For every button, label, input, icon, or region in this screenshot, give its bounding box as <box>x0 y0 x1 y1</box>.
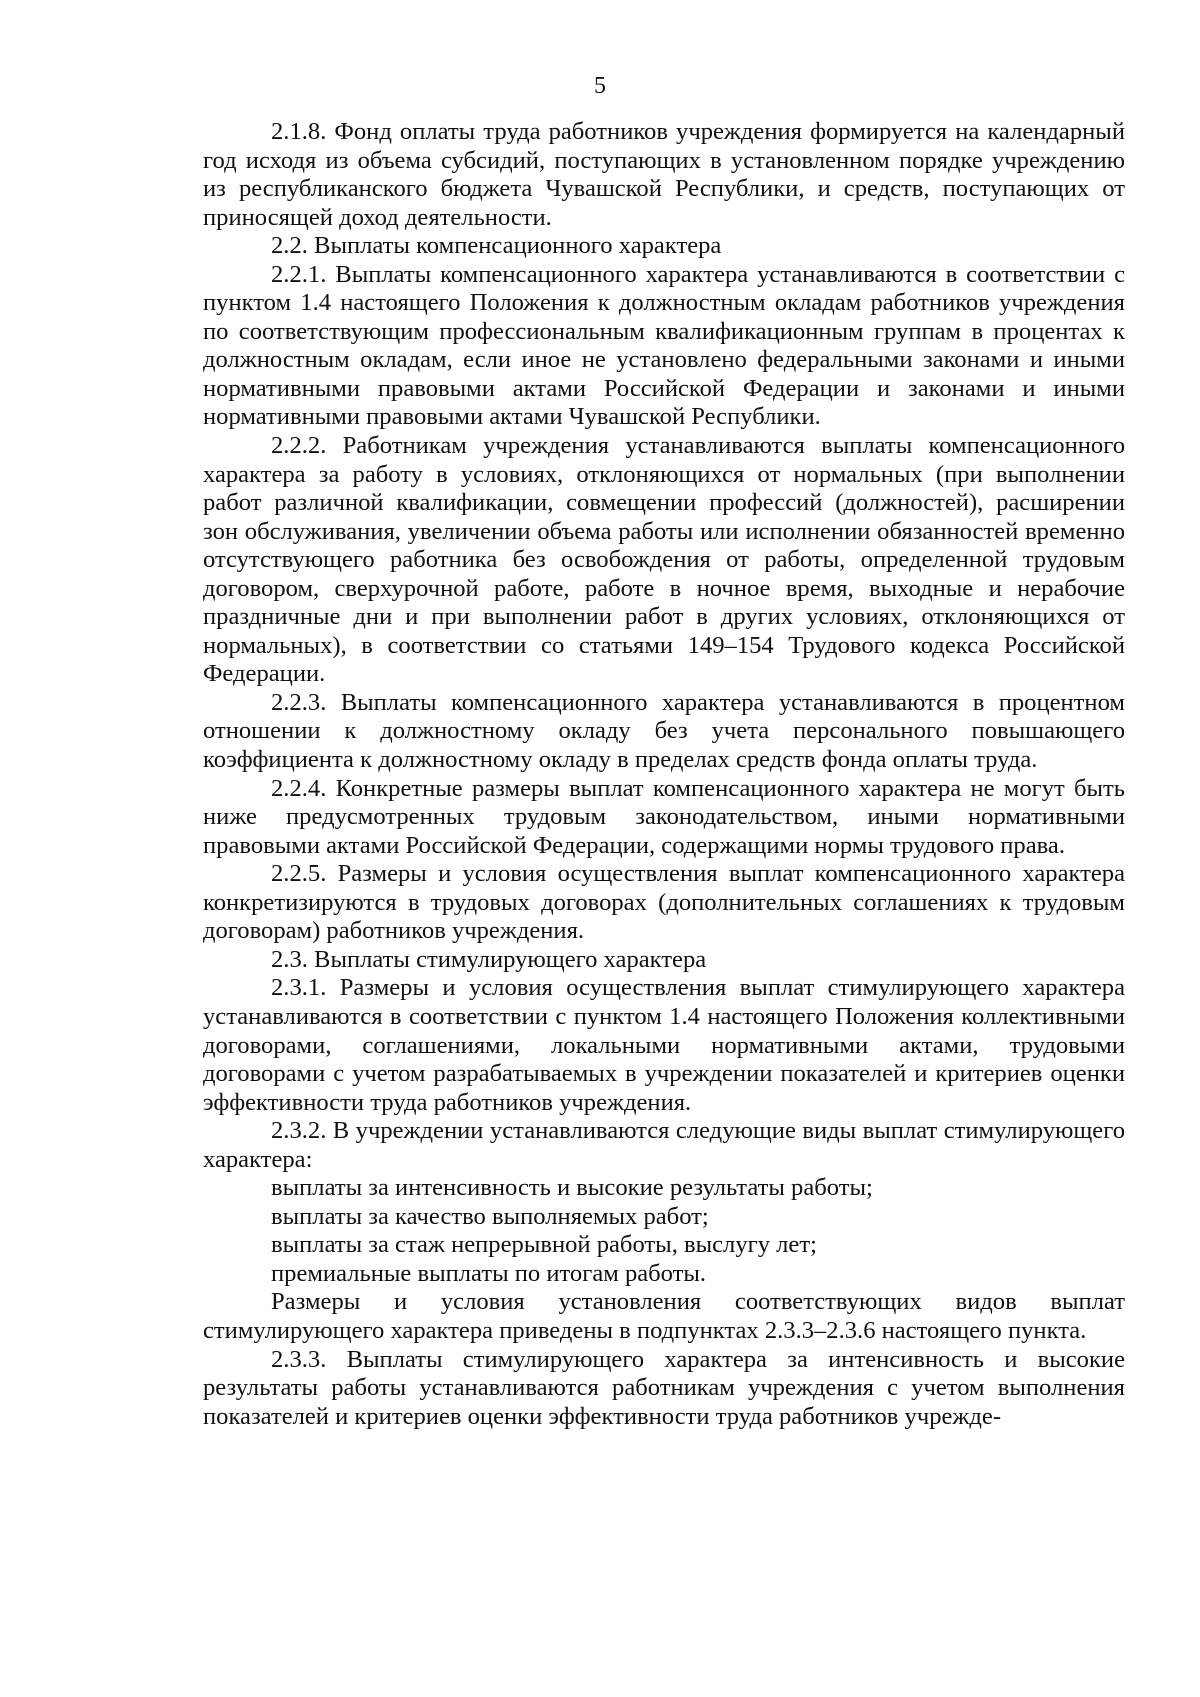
list-item: выплаты за интенсивность и высокие результаты работы; <box>271 1174 873 1202</box>
section-heading-2-2: 2.2. Выплаты компенсационного характера <box>271 232 722 260</box>
paragraph-sizes-reference: Размеры и условия установления соответствующих видов выплат стимулирующего характера приведены в подпунктах 2.3.3–2.3.6 настоящего пункта. <box>203 1288 1125 1344</box>
paragraph-2-3-3: 2.3.3. Выплаты стимулирующего характера за интенсивность и высокие результаты работы устанавливаются работникам учреждения с учетом выполнения показателей и критериев оценки эффективности труда работников учрежде- <box>203 1345 1125 1430</box>
section-heading-2-3: 2.3. Выплаты стимулирующего характера <box>271 945 707 973</box>
paragraph-2-3-1: 2.3.1. Размеры и условия осуществления выплат стимулирующего характера устанавливаются в соответствии с пунктом 1.4 настоящего Положения коллективными договорами, соглашениями, локальными нормативными актами, трудовыми договорами с учетом разрабатываемых в учреждении показателей и критериев оценки эффективности труда работников учреждения. <box>203 974 1125 1116</box>
paragraph-2-2-4: 2.2.4. Конкретные размеры выплат компенсационного характера не могут быть ниже предусмотренных трудовым законодательством, иными нормативными правовыми актами Российской Федерации, содержащими нормы трудового права. <box>203 774 1125 859</box>
list-item: выплаты за качество выполняемых работ; <box>271 1202 709 1230</box>
document-body <box>203 118 1125 1431</box>
paragraph-2-2-5: 2.2.5. Размеры и условия осуществления выплат компенсационного характера конкретизируются в трудовых договорах (дополнительных соглашениях к трудовым договорам) работников учреждения. <box>203 860 1125 945</box>
list-item: премиальные выплаты по итогам работы. <box>271 1259 707 1287</box>
list-item: выплаты за стаж непрерывной работы, выслугу лет; <box>271 1231 817 1259</box>
paragraph-2-2-2: 2.2.2. Работникам учреждения устанавливаются выплаты компенсационного характера за работу в условиях, отклоняющихся от нормальных (при выполнении работ различной квалификации, совмещении профессий (должностей), расширении зон обслуживания, увеличении объема работы или исполнении обязанностей временно отсутствующего работника без освобождения от работы, определенной трудовым договором, сверхурочной работе, работе в ночное время, выходные и нерабочие праздничные дни и при выполнении работ в других условиях, отклоняющихся от нормальных), в соответствии со статьями 149–154 Трудового кодекса Российской Федерации. <box>203 432 1125 688</box>
paragraph-2-2-1: 2.2.1. Выплаты компенсационного характера устанавливаются в соответствии с пунктом 1.4 настоящего Положения к должностным окладам работников учреждения по соответствующим профессиональным квалификационным группам в процентах к должностным окладам, если иное не установлено федеральными законами и иными нормативными правовыми актами Российской Федерации и законами и иными нормативными правовыми актами Чувашской Республики. <box>203 260 1125 431</box>
paragraph-2-2-3: 2.2.3. Выплаты компенсационного характера устанавливаются в процентном отношении к должностному окладу без учета персонального повышающего коэффициента к должностному окладу в пределах средств фонда оплаты труда. <box>203 688 1125 774</box>
paragraph-2-1-8: 2.1.8. Фонд оплаты труда работников учреждения формируется на календарный год исходя из объема субсидий, поступающих в установленном порядке учреждению из республиканского бюджета Чувашской Республики, и средств, поступающих от приносящей доход деятельности. <box>203 118 1125 231</box>
paragraph-2-3-2: 2.3.2. В учреждении устанавливаются следующие виды выплат стимулирующего характера: <box>203 1117 1125 1173</box>
page-number: 5 <box>594 73 606 99</box>
